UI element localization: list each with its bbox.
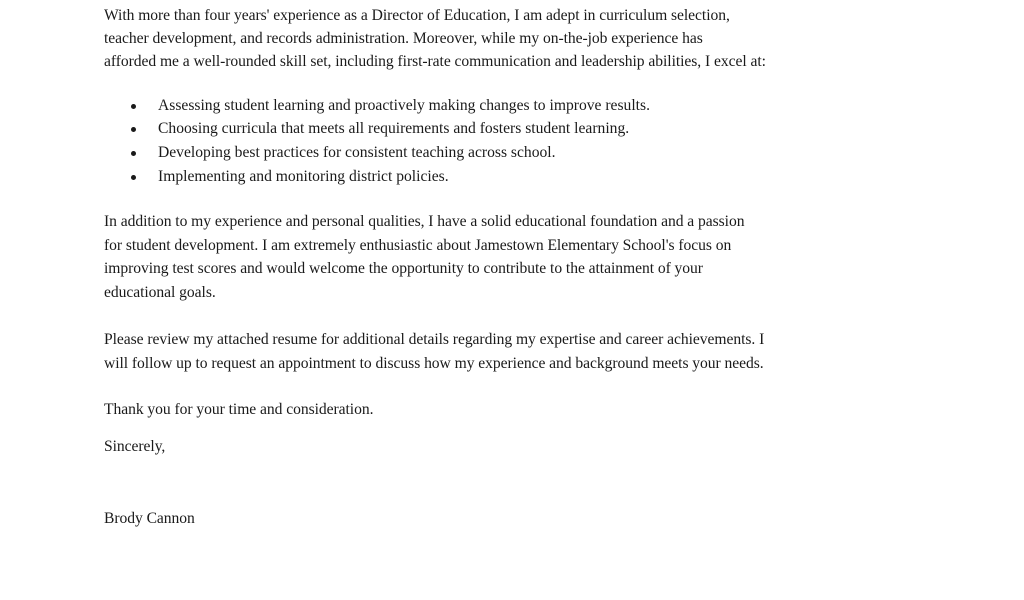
intro-line: teacher development, and records administration. Moreover, while my on-the-job experience has bbox=[104, 30, 703, 47]
qualifications-line: In addition to my experience and personal qualities, I have a solid educational foundation and a passion bbox=[104, 213, 745, 230]
list-item-text: Choosing curricula that meets all requirements and fosters student learning. bbox=[158, 120, 630, 137]
bullet-icon bbox=[131, 127, 136, 132]
qualifications-line: improving test scores and would welcome the opportunity to contribute to the attainment of your bbox=[104, 260, 703, 277]
bullet-icon bbox=[131, 104, 136, 109]
signature-name: Brody Cannon bbox=[104, 510, 195, 527]
qualifications-line: for student development. I am extremely enthusiastic about Jamestown Elementary School's focus on bbox=[104, 237, 732, 254]
list-item-text: Assessing student learning and proactively making changes to improve results. bbox=[158, 97, 650, 114]
list-item-text: Implementing and monitoring district policies. bbox=[158, 168, 449, 185]
followup-line: Please review my attached resume for additional details regarding my expertise and career achievements. I bbox=[104, 331, 765, 348]
list-item-text: Developing best practices for consistent teaching across school. bbox=[158, 144, 556, 161]
qualifications-line: educational goals. bbox=[104, 284, 216, 301]
list-item bbox=[104, 167, 904, 187]
list-item bbox=[104, 96, 904, 116]
intro-line: afforded me a well-rounded skill set, including first-rate communication and leadership abilities, I excel at: bbox=[104, 53, 766, 70]
intro-line: With more than four years' experience as a Director of Education, I am adept in curriculum selection, bbox=[104, 7, 730, 24]
followup-line: will follow up to request an appointment to discuss how my experience and background meets your needs. bbox=[104, 355, 764, 372]
closing-salutation: Sincerely, bbox=[104, 438, 166, 455]
list-item bbox=[104, 119, 904, 139]
list-item bbox=[104, 143, 904, 163]
bullet-icon bbox=[131, 151, 136, 156]
thanks-line: Thank you for your time and consideration. bbox=[104, 401, 374, 418]
bullet-icon bbox=[131, 175, 136, 180]
